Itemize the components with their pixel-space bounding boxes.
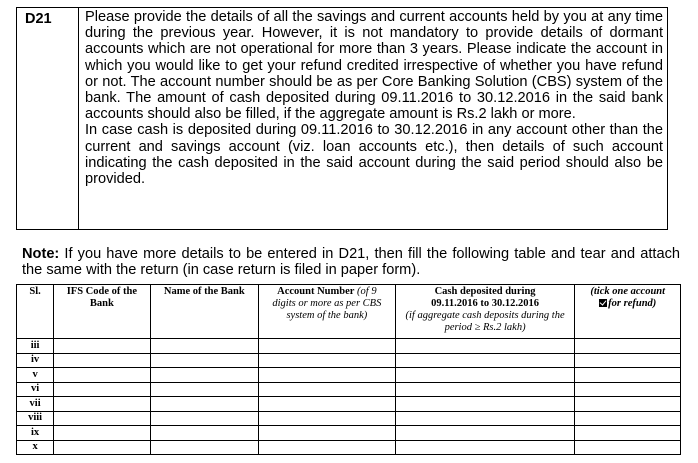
note-text — [22, 246, 680, 278]
bank-accounts-table — [16, 284, 681, 455]
cell-account-number[interactable] — [259, 382, 396, 397]
cell-bank-name[interactable] — [150, 397, 258, 412]
cell-refund-tick[interactable] — [575, 440, 681, 455]
cell-cash-deposited[interactable] — [395, 382, 575, 397]
cell-bank-name[interactable] — [150, 426, 258, 441]
note-body: If you have more details to be entered in D21, then fill the following table and tear and attach the same with the return (in case return is filed in paper form). — [22, 246, 680, 278]
header-refund-tick — [575, 285, 681, 339]
cell-refund-tick[interactable] — [575, 368, 681, 383]
cell-account-number[interactable] — [259, 368, 396, 383]
cell-bank-name[interactable] — [150, 411, 258, 426]
table-row — [17, 368, 681, 383]
table-row — [17, 440, 681, 455]
cell-refund-tick[interactable] — [575, 382, 681, 397]
cell-sl: vii — [17, 397, 54, 412]
table-row — [17, 353, 681, 368]
header-bank-name: Name of the Bank — [150, 285, 258, 339]
header-cash-line1: Cash deposited during — [434, 286, 536, 297]
table-row — [17, 411, 681, 426]
instruction-paragraph-2: In case cash is deposited during 09.11.2016 to 30.12.2016 in any account other than the current and savings account (viz. loan accounts etc.), then details of such account indicating the cash deposited in the said account during the said period should also be provided. — [85, 122, 663, 188]
cell-account-number[interactable] — [259, 426, 396, 441]
cell-refund-tick[interactable] — [575, 426, 681, 441]
cell-bank-name[interactable] — [150, 353, 258, 368]
cell-refund-tick[interactable] — [575, 411, 681, 426]
cell-cash-deposited[interactable] — [395, 426, 575, 441]
table-row — [17, 397, 681, 412]
cell-refund-tick[interactable] — [575, 353, 681, 368]
cell-cash-deposited[interactable] — [395, 368, 575, 383]
cell-ifs-code[interactable] — [54, 397, 150, 412]
cell-ifs-code[interactable] — [54, 368, 150, 383]
cell-account-number[interactable] — [259, 353, 396, 368]
cell-account-number[interactable] — [259, 339, 396, 354]
cell-ifs-code[interactable] — [54, 440, 150, 455]
header-ifs-code: IFS Code of the Bank — [54, 285, 150, 339]
table-header-row — [17, 285, 681, 339]
cell-sl: iv — [17, 353, 54, 368]
instruction-paragraph-1: Please provide the details of all the savings and current accounts held by you at any time during the previous year. However, it is not mandatory to provide details of dormant accounts which are not operational for more than 3 years. Please indicate the account in which you would like to get your refund credited irrespective of whether you have refund or not. The account number should be as per Core Banking Solution (CBS) system of the bank. The amount of cash deposited during 09.11.2016 to 30.12.2016 in the said bank accounts should also be filled, if the aggregate amount is Rs.2 lakh or more. — [85, 9, 663, 123]
cell-sl: iii — [17, 339, 54, 354]
header-account-number-label: Account Number — [277, 286, 355, 297]
cell-account-number[interactable] — [259, 397, 396, 412]
cell-ifs-code[interactable] — [54, 339, 150, 354]
cell-bank-name[interactable] — [150, 339, 258, 354]
table-row — [17, 426, 681, 441]
header-account-note-1: (of 9 — [354, 286, 377, 297]
cell-sl: viii — [17, 411, 54, 426]
header-tick-line1: (tick one account — [590, 286, 666, 297]
cell-account-number[interactable] — [259, 440, 396, 455]
header-cash-line2: 09.11.2016 to 30.12.2016 — [431, 298, 540, 309]
cell-sl: v — [17, 368, 54, 383]
table-row — [17, 339, 681, 354]
section-code: D21 — [17, 8, 79, 229]
cell-refund-tick[interactable] — [575, 339, 681, 354]
cell-bank-name[interactable] — [150, 382, 258, 397]
header-account-number — [259, 285, 396, 339]
cell-sl: vi — [17, 382, 54, 397]
header-account-note-2: digits or more as per CBS system of the bank) — [272, 298, 382, 321]
cell-sl: x — [17, 440, 54, 455]
cell-cash-deposited[interactable] — [395, 339, 575, 354]
cell-cash-deposited[interactable] — [395, 397, 575, 412]
note-label: Note: — [22, 246, 60, 262]
cell-ifs-code[interactable] — [54, 353, 150, 368]
cell-bank-name[interactable] — [150, 368, 258, 383]
header-sl: Sl. — [17, 285, 54, 339]
cell-bank-name[interactable] — [150, 440, 258, 455]
section-instructions — [79, 8, 667, 229]
table-row — [17, 382, 681, 397]
checkbox-checked-icon — [599, 299, 607, 307]
cell-ifs-code[interactable] — [54, 411, 150, 426]
cell-ifs-code[interactable] — [54, 382, 150, 397]
cell-account-number[interactable] — [259, 411, 396, 426]
header-cash-note: (if aggregate cash deposits during the period ≥ Rs.2 lakh) — [405, 310, 565, 333]
cell-cash-deposited[interactable] — [395, 353, 575, 368]
cell-sl: ix — [17, 426, 54, 441]
header-tick-line2: for refund) — [608, 298, 657, 309]
d21-section-box — [16, 7, 668, 230]
header-cash-deposited — [395, 285, 575, 339]
cell-cash-deposited[interactable] — [395, 440, 575, 455]
cell-ifs-code[interactable] — [54, 426, 150, 441]
cell-cash-deposited[interactable] — [395, 411, 575, 426]
cell-refund-tick[interactable] — [575, 397, 681, 412]
